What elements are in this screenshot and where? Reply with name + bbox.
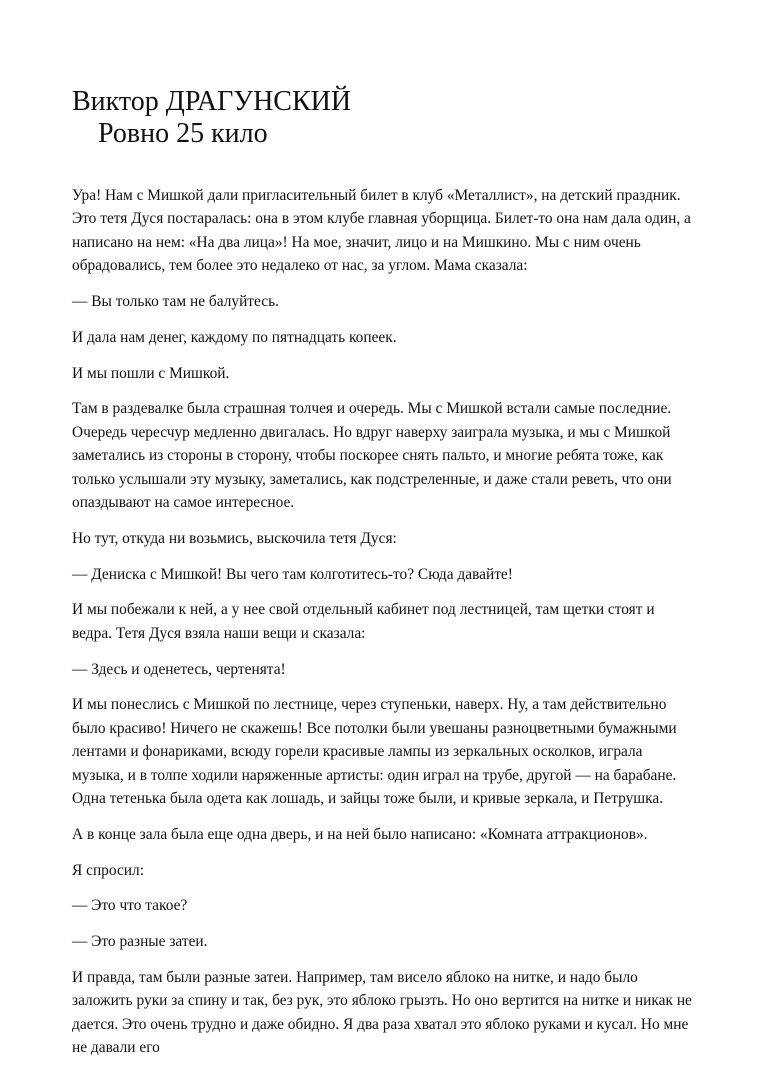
paragraph: Но тут, откуда ни возьмись, выскочила тетя Дуся: bbox=[72, 529, 397, 547]
story-body bbox=[72, 184, 696, 1072]
paragraph: И правда, там были разные затеи. Например, там висело яблоко на нитке, и надо было заложить руки за спину и так, без рук, это яблоко грызть. Но оно вертится на нитке и никак не дается. Это очень трудно и даже обидно. Я два раза хватал это яблоко руками и кусал. Но мне не давали его bbox=[72, 969, 692, 1057]
paragraph: И мы пошли с Мишкой. bbox=[72, 364, 230, 382]
paragraph: И дала нам денег, каждому по пятнадцать копеек. bbox=[72, 328, 397, 346]
paragraph: И мы понеслись с Мишкой по лестнице, через ступеньки, наверх. Ну, а там действительно было красиво! Ничего не скажешь! Все потолки были увешаны разноцветными бумажными лентами и фонариками, всюду горели красивые лампы из зеркальных осколков, играла музыка, и в толпе ходили наряженные артисты: один играл на трубе, другой — на барабане. Одна тетенька была одета как лошадь, и зайцы тоже были, и кривые зеркала, и Петрушка. bbox=[72, 696, 677, 808]
author-name: Виктор ДРАГУНСКИЙ bbox=[72, 86, 352, 117]
paragraph: — Вы только там не балуйтесь. bbox=[72, 293, 279, 311]
title-block bbox=[72, 86, 696, 150]
paragraph: И мы побежали к ней, а у нее свой отдельный кабинет под лестницей, там щетки стоят и ведра. Тетя Дуся взяла наши вещи и сказала: bbox=[72, 601, 655, 642]
paragraph: Ура! Нам с Мишкой дали пригласительный билет в клуб «Металлист», на детский праздник. Это тетя Дуся постаралась: она в этом клубе главная уборщица. Билет-то она нам дала один, а написано на нем: «На два лица»! На мое, значит, лицо и на Мишкино. Мы с ним очень обрадовались, тем более это недалеко от нас, за углом. Мама сказала: bbox=[72, 187, 691, 275]
paragraph: — Это что такое? bbox=[72, 897, 188, 915]
paragraph: Там в раздевалке была страшная толчея и очередь. Мы с Мишкой встали самые последние. Очередь чересчур медленно двигалась. Но вдруг наверху заиграла музыка, и мы с Мишкой заметались из стороны в сторону, чтобы поскорее снять пальто, и многие ребята тоже, как только услышали эту музыку, заметались, как подстреленные, и даже стали реветь, что они опаздывают на самое интересное. bbox=[72, 400, 672, 512]
paragraph: — Это разные затеи. bbox=[72, 933, 208, 951]
story-title: Ровно 25 кило bbox=[98, 118, 268, 149]
paragraph: — Здесь и оденетесь, чертенята! bbox=[72, 660, 286, 678]
paragraph: Я спросил: bbox=[72, 861, 144, 879]
paragraph: — Дениска с Мишкой! Вы чего там колготитесь-то? Сюда давайте! bbox=[72, 565, 513, 583]
paragraph: А в конце зала была еще одна дверь, и на ней было написано: «Комната аттракционов». bbox=[72, 825, 648, 843]
